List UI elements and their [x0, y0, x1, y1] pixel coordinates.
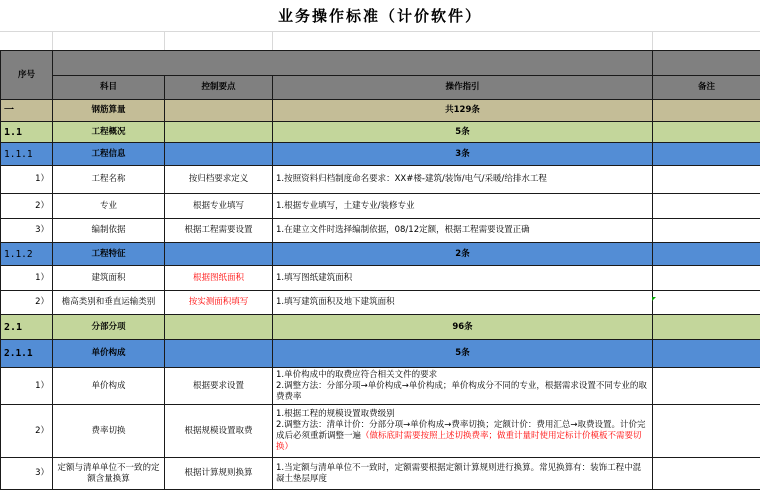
group-seq[interactable]: 2.1.1 [1, 340, 53, 368]
guide-line: 2.调整方法：分部分项→单价构成→单价构成；单价构成分不同的专业，根据需求设置不同专业的取费费率 [276, 380, 647, 402]
group-remark-empty[interactable] [653, 143, 760, 166]
item-subject[interactable]: 编制依据 [53, 219, 165, 243]
group-control-empty[interactable] [165, 243, 273, 266]
section-row-rebar [1, 100, 760, 122]
item-guide[interactable] [273, 405, 653, 458]
item-subject[interactable]: 单价构成 [53, 368, 165, 405]
section-subject[interactable]: 钢筋算量 [53, 100, 165, 122]
item-control[interactable]: 根据专业填写 [165, 194, 273, 219]
header-subject[interactable]: 科目 [53, 76, 165, 100]
item-guide[interactable]: 1.根据专业填写，土建专业/装修专业 [273, 194, 653, 219]
item-control[interactable]: 根据计算规则换算 [165, 458, 273, 490]
subsection-remark-empty[interactable] [653, 122, 760, 143]
header-row-top [1, 51, 760, 76]
page-title: 业务操作标准（计价软件） [0, 0, 760, 32]
item-remark[interactable] [653, 219, 760, 243]
item-control[interactable]: 根据要求设置 [165, 368, 273, 405]
subsection-remark-empty[interactable] [653, 315, 760, 340]
table-row [1, 291, 760, 315]
header-remarks-top[interactable] [653, 51, 760, 76]
guide-line: 1.根据工程的规模设置取费级别 [276, 409, 395, 419]
item-seq[interactable]: 3） [1, 219, 53, 243]
item-seq[interactable]: 2） [1, 291, 53, 315]
item-seq[interactable]: 2） [1, 194, 53, 219]
group-count[interactable]: 5条 [273, 340, 653, 368]
group-row-project-info [1, 143, 760, 166]
subsection-seq[interactable]: 1.1 [1, 122, 53, 143]
item-remark[interactable] [653, 458, 760, 490]
item-seq[interactable]: 3） [1, 458, 53, 490]
item-control[interactable]: 按归档要求定义 [165, 166, 273, 194]
table-row [1, 405, 760, 458]
item-guide[interactable]: 1.填写建筑面积及地下建筑面积 [273, 291, 653, 315]
blank-cell[interactable] [0, 31, 53, 50]
subsection-subject[interactable]: 分部分项 [53, 315, 165, 340]
item-subject[interactable]: 建筑面积 [53, 266, 165, 291]
group-row-project-features [1, 243, 760, 266]
item-guide[interactable]: 1.在建立文件时选择编制依据，08/12定额，根据工程需要设置正确 [273, 219, 653, 243]
section-remark-empty[interactable] [653, 100, 760, 122]
item-subject[interactable]: 定额与清单单位不一致的定额含量换算 [53, 458, 165, 490]
cell-comment-marker-icon [652, 297, 656, 301]
section-seq[interactable]: 一 [1, 100, 53, 122]
item-remark[interactable] [653, 266, 760, 291]
item-remark[interactable] [653, 291, 760, 315]
item-subject[interactable]: 费率切换 [53, 405, 165, 458]
item-remark[interactable] [653, 166, 760, 194]
guide-text: 2.调整方法：清单计价：分部分项→单价构成→费率切换；定额计价：费用汇总→取费设置。计价完成后必须重新调整一遍 [276, 420, 646, 441]
group-seq[interactable]: 1.1.2 [1, 243, 53, 266]
subsection-seq[interactable]: 2.1 [1, 315, 53, 340]
item-remark[interactable] [653, 194, 760, 219]
subsection-control-empty[interactable] [165, 122, 273, 143]
table-row [1, 368, 760, 405]
item-guide[interactable] [273, 458, 653, 490]
section-control-empty[interactable] [165, 100, 273, 122]
header-control-points[interactable]: 控制要点 [165, 76, 273, 100]
item-guide[interactable]: 1.填写图纸建筑面积 [273, 266, 653, 291]
group-count[interactable]: 2条 [273, 243, 653, 266]
group-count[interactable]: 3条 [273, 143, 653, 166]
group-remark-empty[interactable] [653, 340, 760, 368]
item-subject[interactable]: 专业 [53, 194, 165, 219]
blank-cell[interactable] [164, 31, 273, 50]
group-subject[interactable]: 工程特征 [53, 243, 165, 266]
item-seq[interactable]: 1） [1, 266, 53, 291]
item-remark[interactable] [653, 368, 760, 405]
item-seq[interactable]: 1） [1, 368, 53, 405]
table-row [1, 458, 760, 490]
header-operation-guide[interactable]: 操作指引 [273, 76, 653, 100]
blank-cell[interactable] [652, 31, 759, 50]
standards-table [0, 50, 760, 490]
blank-row [0, 31, 760, 50]
guide-line: 1.当定额与清单单位不一致时，定额需要根据定额计算规则进行换算。常见换算有：装饰工程中混凝土垫层厚度 [276, 462, 642, 484]
section-count[interactable]: 共129条 [273, 100, 653, 122]
group-control-empty[interactable] [165, 143, 273, 166]
table-row [1, 194, 760, 219]
subsection-count[interactable]: 96条 [273, 315, 653, 340]
guide-line: 1.单价构成中的取费应符合相关文件的要求 [276, 369, 438, 380]
subsection-subject[interactable]: 工程概况 [53, 122, 165, 143]
blank-cell[interactable] [272, 31, 653, 50]
guide-warning-text: （做标底时需要按照上述切换费率；做重计量时使用定标计价模板不需要切换） [276, 431, 642, 452]
item-control[interactable]: 根据工程需要设置 [165, 219, 273, 243]
table-row [1, 219, 760, 243]
guide-line [276, 420, 649, 453]
group-seq[interactable]: 1.1.1 [1, 143, 53, 166]
item-guide[interactable] [273, 368, 653, 405]
item-control-highlighted[interactable]: 根据图纸面积 [165, 266, 273, 291]
group-remark-empty[interactable] [653, 243, 760, 266]
subsection-row-overview [1, 122, 760, 143]
item-control-highlighted[interactable]: 按实测面积填写 [165, 291, 273, 315]
subsection-count[interactable]: 5条 [273, 122, 653, 143]
item-seq[interactable]: 1） [1, 166, 53, 194]
subsection-row-divisions [1, 315, 760, 340]
item-guide[interactable]: 1.按照资料归档制度命名要求：XX#楼-建筑/装饰/电气/采暖/给排水工程 [273, 166, 653, 194]
group-subject[interactable]: 单价构成 [53, 340, 165, 368]
item-subject[interactable]: 檐高类别和垂直运输类别 [53, 291, 165, 315]
item-remark[interactable] [653, 405, 760, 458]
table-row [1, 166, 760, 194]
item-subject[interactable]: 工程名称 [53, 166, 165, 194]
group-control-empty[interactable] [165, 340, 273, 368]
header-seq[interactable]: 序号 [1, 51, 53, 100]
subsection-control-empty[interactable] [165, 315, 273, 340]
blank-cell[interactable] [52, 31, 165, 50]
group-row-unit-price [1, 340, 760, 368]
item-seq[interactable]: 2） [1, 405, 53, 458]
header-merged-blank[interactable] [53, 51, 653, 76]
header-remarks[interactable]: 备注 [653, 76, 760, 100]
group-subject[interactable]: 工程信息 [53, 143, 165, 166]
table-row [1, 266, 760, 291]
header-row [1, 76, 760, 100]
item-control[interactable]: 根据规模设置取费 [165, 405, 273, 458]
